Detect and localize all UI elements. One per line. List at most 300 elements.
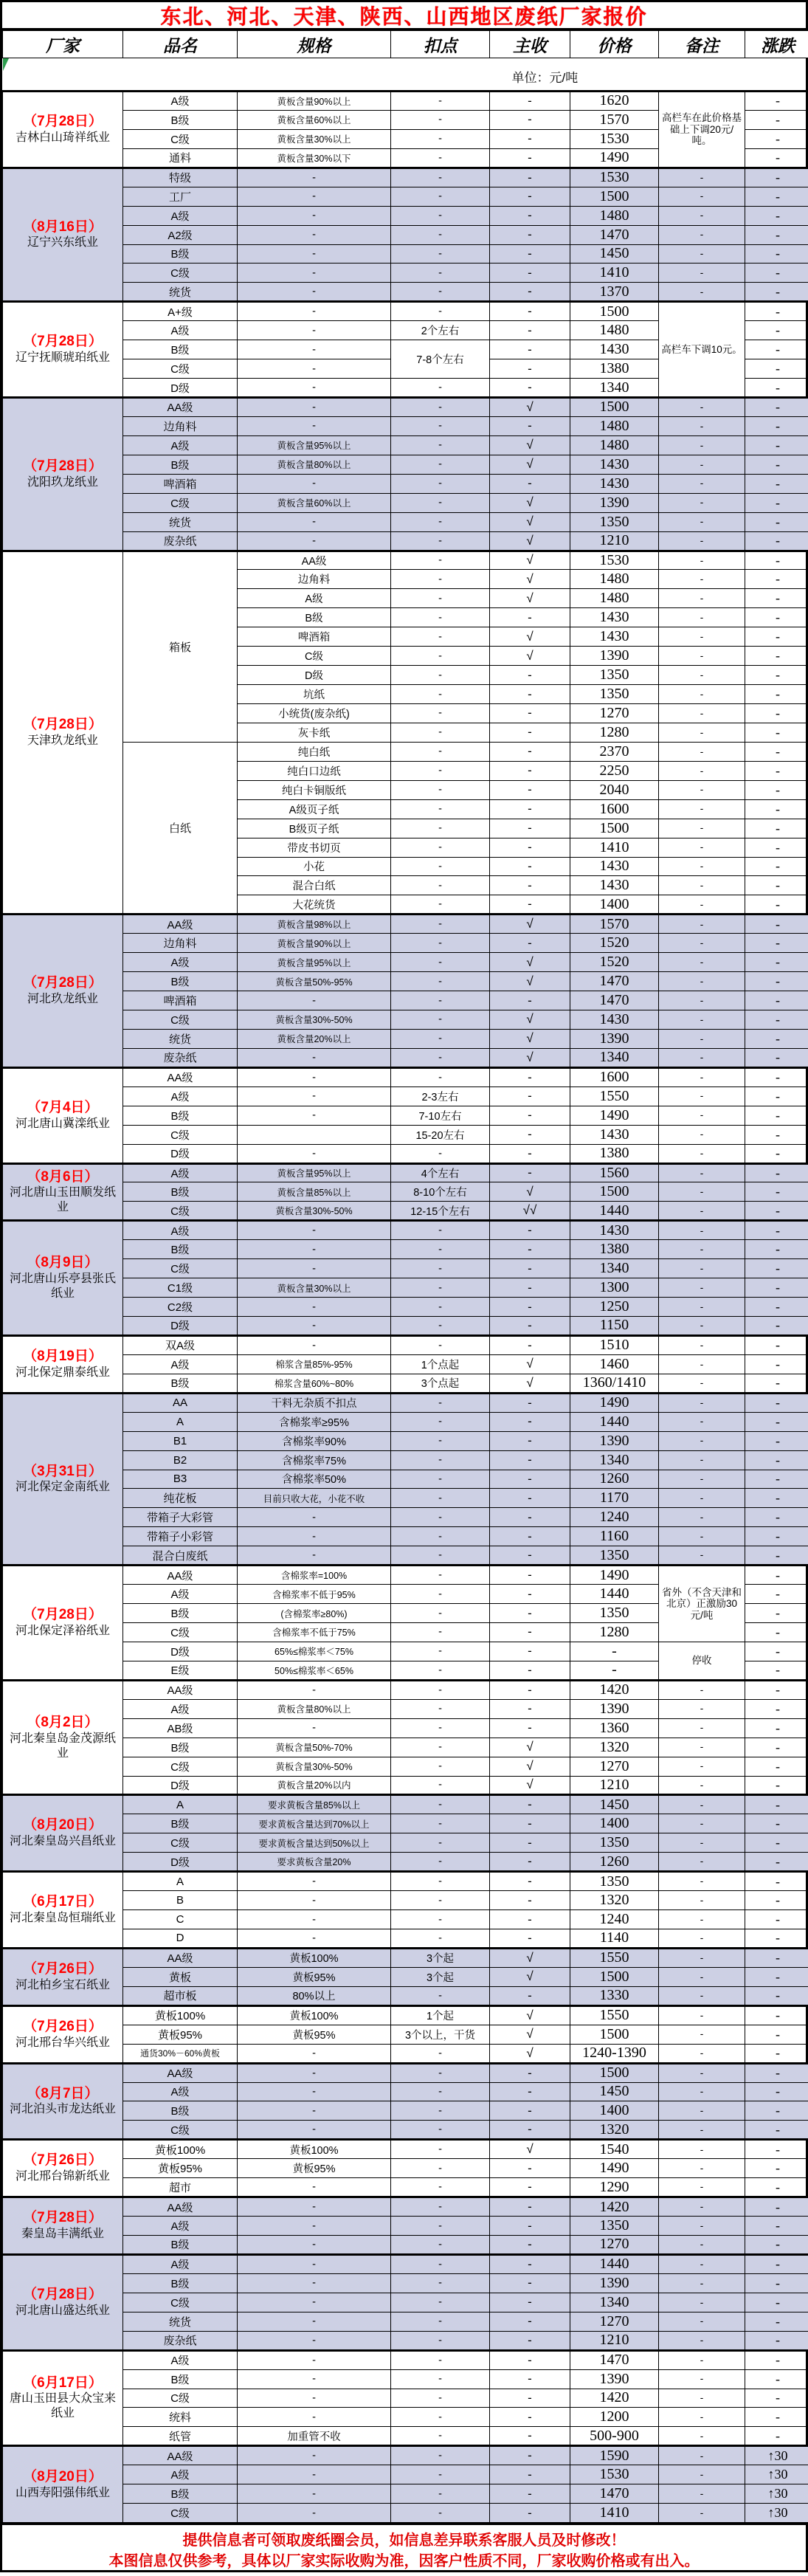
price-cell: 1440	[570, 1412, 659, 1431]
grade-cell: C	[123, 1910, 238, 1929]
factory-date: （7月28日）	[4, 334, 121, 351]
spec-cell: 黄板95%	[238, 2025, 391, 2044]
main-collect-cell: -	[490, 819, 570, 838]
price-cell: 1530	[570, 2465, 659, 2484]
main-collect-cell: -	[490, 1470, 570, 1489]
change-cell: -	[745, 1910, 808, 1929]
price-cell: 1500	[570, 187, 659, 206]
spec-cell: 65%≤棉浆率＜75%	[238, 1642, 391, 1661]
price-cell: 1390	[570, 1029, 659, 1048]
remark-cell: -	[659, 1393, 745, 1412]
price-cell: 1320	[570, 1891, 659, 1910]
remark-cell: -	[659, 206, 745, 225]
deduction-cell: -	[391, 2427, 490, 2446]
main-collect-cell: -	[490, 1086, 570, 1106]
spec-cell: 黄板95%	[238, 1967, 391, 1986]
deduction-cell: -	[391, 206, 490, 225]
deduction-cell: 7-10左右	[391, 1106, 490, 1125]
spec-cell: -	[238, 2254, 391, 2273]
price-cell: 1500	[570, 819, 659, 838]
price-cell: 1340	[570, 1450, 659, 1470]
grade-cell: D级	[123, 1317, 238, 1336]
change-cell: -	[745, 742, 808, 761]
change-cell: -	[745, 225, 808, 244]
spec-cell: 80%以上	[238, 1986, 391, 2005]
spec-cell: -	[238, 1929, 391, 1949]
main-collect-cell: -	[490, 2254, 570, 2273]
remark-cell: -	[659, 1010, 745, 1030]
change-cell: -	[745, 1623, 808, 1642]
change-cell: -	[745, 1163, 808, 1182]
main-collect-cell: √	[490, 1354, 570, 1374]
main-collect-cell: -	[490, 1412, 570, 1431]
remark-cell: -	[659, 1986, 745, 2005]
main-collect-cell: √	[490, 435, 570, 455]
change-cell: -	[745, 1795, 808, 1814]
deduction-cell: -	[391, 2369, 490, 2389]
price-cell: 1330	[570, 1986, 659, 2005]
factory-date: （8月20日）	[4, 2469, 121, 2486]
main-collect-cell: √	[490, 972, 570, 991]
main-collect-cell: -	[490, 666, 570, 685]
factory-date: （7月28日）	[4, 717, 121, 734]
change-cell: -	[745, 1317, 808, 1336]
remark-cell: -	[659, 1144, 745, 1163]
price-cell: 1430	[570, 876, 659, 895]
price-cell: 1380	[570, 1240, 659, 1259]
change-cell: -	[745, 2293, 808, 2312]
change-cell: -	[745, 704, 808, 723]
main-collect-cell: -	[490, 1317, 570, 1336]
price-cell: 1490	[570, 2159, 659, 2178]
main-collect-cell: √	[490, 1757, 570, 1776]
main-collect-cell: -	[490, 1661, 570, 1680]
spec-cell: -	[238, 359, 391, 379]
deduction-cell: -	[391, 1508, 490, 1527]
factory-cell	[3, 2063, 123, 2140]
deduction-cell: 3个点起	[391, 1374, 490, 1393]
grade-cell: C级	[123, 1010, 238, 1030]
change-cell: -	[745, 2121, 808, 2140]
price-cell: 1350	[570, 1604, 659, 1623]
remark-cell: -	[659, 857, 745, 876]
change-cell: -	[745, 2369, 808, 2389]
spec-cell: 黄板含量95%以上	[238, 1163, 391, 1182]
grade-cell: AA级	[123, 2063, 238, 2082]
grade-cell: A级	[123, 2082, 238, 2101]
price-cell: 1350	[570, 666, 659, 685]
main-collect-cell: √	[490, 570, 570, 589]
grade-cell: 废杂纸	[123, 1048, 238, 1067]
grade-cell: 黄板100%	[123, 2005, 238, 2025]
change-cell: ↑30	[745, 2484, 808, 2504]
change-cell: -	[745, 2389, 808, 2408]
price-cell: 1410	[570, 264, 659, 283]
remark-cell: -	[659, 1948, 745, 1967]
grade-cell: C2级	[123, 1298, 238, 1317]
factory-name: 河北保定鼎泰纸业	[4, 1366, 121, 1380]
remark-cell: 高栏车下调10元。	[659, 302, 745, 398]
main-collect-cell: -	[490, 895, 570, 915]
price-cell: 1280	[570, 723, 659, 742]
price-cell: 1500	[570, 1182, 659, 1202]
deduction-cell: -	[391, 1623, 490, 1642]
change-cell: -	[745, 1412, 808, 1431]
change-cell: -	[745, 1642, 808, 1661]
grade-cell: 废杂纸	[123, 531, 238, 551]
grade-cell: D级	[123, 1642, 238, 1661]
deduction-cell: -	[391, 435, 490, 455]
deduction-cell: 3个起	[391, 1967, 490, 1986]
price-cell: 1430	[570, 857, 659, 876]
factory-date: （7月26日）	[4, 2152, 121, 2169]
factory-name: 河北柏乡宝石纸业	[4, 1978, 121, 1993]
change-cell: -	[745, 264, 808, 283]
change-cell: -	[745, 551, 808, 570]
remark-cell: -	[659, 168, 745, 187]
deduction-cell: -	[391, 1604, 490, 1623]
deduction-cell: -	[391, 2044, 490, 2063]
deduction-cell: -	[391, 2273, 490, 2293]
grade-cell: 黄板95%	[123, 2159, 238, 2178]
remark-cell: -	[659, 2236, 745, 2255]
deduction-cell: -	[391, 2254, 490, 2273]
spec-cell: 黄板含量50%-95%	[238, 972, 391, 991]
price-cell: 1340	[570, 2293, 659, 2312]
deduction-cell: -	[391, 2389, 490, 2408]
deduction-cell: -	[391, 2446, 490, 2465]
deduction-cell: -	[391, 2197, 490, 2217]
remark-cell: -	[659, 991, 745, 1010]
deduction-cell: -	[391, 244, 490, 264]
grade-cell: B级	[123, 972, 238, 991]
change-cell: -	[745, 2159, 808, 2178]
deduction-cell: -	[391, 1661, 490, 1680]
price-cell: 1570	[570, 915, 659, 934]
change-cell: -	[745, 455, 808, 474]
remark-cell: -	[659, 1335, 745, 1354]
factory-name: 河北邢台华兴纸业	[4, 2036, 121, 2050]
col-header-deduction: 扣点	[391, 31, 490, 58]
unit-row	[3, 58, 808, 92]
price-cell: 2040	[570, 780, 659, 799]
change-cell: -	[745, 1489, 808, 1508]
factory-date: （7月4日）	[4, 1100, 121, 1117]
change-cell: -	[745, 838, 808, 857]
remark-cell: -	[659, 972, 745, 991]
change-cell: -	[745, 512, 808, 531]
price-cell: 500-900	[570, 2427, 659, 2446]
main-collect-cell: -	[490, 302, 570, 321]
price-cell: 1350	[570, 685, 659, 704]
change-cell: -	[745, 1508, 808, 1527]
grade-cell: 纸管	[123, 2427, 238, 2446]
spec-cell: -	[238, 1508, 391, 1527]
deduction-cell: -	[391, 876, 490, 895]
deduction-cell: -	[391, 1833, 490, 1853]
grade-cell: B2	[123, 1450, 238, 1470]
factory-date: （8月9日）	[4, 1255, 121, 1272]
grade-cell: B级	[123, 1240, 238, 1259]
grade-cell: 啤酒箱	[123, 474, 238, 493]
main-collect-cell: -	[490, 2369, 570, 2389]
factory-cell	[3, 1948, 123, 2005]
main-collect-cell: √	[490, 1182, 570, 1202]
price-cell: 1350	[570, 1872, 659, 1891]
grade-cell: 混合白废纸	[123, 1546, 238, 1566]
grade-cell: A级	[123, 1086, 238, 1106]
remark-cell: -	[659, 799, 745, 819]
factory-name: 河北秦皇岛恒瑞纸业	[4, 1911, 121, 1926]
grade-cell: 边角料	[123, 934, 238, 953]
deduction-cell: -	[391, 895, 490, 915]
deduction-cell: -	[391, 2159, 490, 2178]
spec-cell: 黄板含量30%以上	[238, 129, 391, 148]
footer-line-2: 本图信息仅供参考，具体以厂家实际收购为准，因客户性质不同，厂家收购价格或有出入。	[109, 2552, 700, 2571]
spec-cell: -	[238, 1086, 391, 1106]
spec-cell: -	[238, 1718, 391, 1738]
main-collect-cell: √	[490, 493, 570, 512]
factory-date: （7月26日）	[4, 1961, 121, 1978]
remark-cell: -	[659, 1221, 745, 1240]
deduction-cell: -	[391, 1221, 490, 1240]
price-cell: 1350	[570, 1546, 659, 1566]
grade-cell: C级	[123, 2293, 238, 2312]
spec-cell: 含棉浆率90%	[238, 1431, 391, 1450]
change-cell: -	[745, 321, 808, 340]
change-cell: -	[745, 2025, 808, 2044]
spec-cell: -	[238, 1106, 391, 1125]
spec-cell: -	[238, 2121, 391, 2140]
factory-cell	[3, 2197, 123, 2255]
spec-cell: -	[238, 2101, 391, 2121]
grade-cell: B级	[123, 340, 238, 359]
spec-cell: 含棉浆率≥95%	[238, 1412, 391, 1431]
deduction-cell: -	[391, 627, 490, 647]
main-collect-cell: -	[490, 1853, 570, 1872]
main-collect-cell: -	[490, 799, 570, 819]
price-cell: 1560	[570, 1163, 659, 1182]
spec-cell: -	[238, 1298, 391, 1317]
factory-date: （8月20日）	[4, 1817, 121, 1834]
remark-cell: 高栏车在此价格基础上下调20元/吨。	[659, 92, 745, 168]
change-cell: -	[745, 1814, 808, 1833]
remark-cell: -	[659, 1680, 745, 1699]
change-cell: -	[745, 1335, 808, 1354]
main-collect-cell: -	[490, 1298, 570, 1317]
remark-cell: -	[659, 953, 745, 972]
price-cell: 1460	[570, 1354, 659, 1374]
change-cell: -	[745, 1298, 808, 1317]
deduction-cell: -	[391, 2484, 490, 2504]
grade-cell: B级	[123, 244, 238, 264]
grade-cell: B级	[123, 1106, 238, 1125]
spec-cell: 含棉浆率不低于95%	[238, 1585, 391, 1604]
deduction-cell: 2-3左右	[391, 1086, 490, 1106]
spec-cell: 黄板含量30%-50%	[238, 1202, 391, 1221]
deduction-cell: -	[391, 129, 490, 148]
change-cell: -	[745, 1450, 808, 1470]
grade-cell: A级	[123, 2465, 238, 2484]
deduction-cell: -	[391, 2408, 490, 2427]
change-cell: -	[745, 148, 808, 168]
price-cell: 1480	[570, 321, 659, 340]
main-collect-cell: -	[490, 1699, 570, 1718]
remark-cell: -	[659, 1853, 745, 1872]
grade-cell: D级	[123, 1853, 238, 1872]
price-cell: 1490	[570, 1106, 659, 1125]
change-cell: -	[745, 1125, 808, 1144]
deduction-cell: -	[391, 531, 490, 551]
spec-cell: 黄板100%	[238, 2005, 391, 2025]
spec-cell: -	[238, 244, 391, 264]
remark-cell: -	[659, 2082, 745, 2101]
deduction-cell: -	[391, 991, 490, 1010]
grade-cell: A	[123, 1872, 238, 1891]
factory-date: （8月2日）	[4, 1715, 121, 1732]
change-cell: -	[745, 1833, 808, 1853]
remark-cell: -	[659, 742, 745, 761]
deduction-cell: -	[391, 953, 490, 972]
main-collect-cell: √	[490, 589, 570, 608]
factory-name: 辽宁抚顺琥珀纸业	[4, 351, 121, 365]
price-cell: 1350	[570, 1833, 659, 1853]
deduction-cell: -	[391, 666, 490, 685]
deduction-cell: -	[391, 512, 490, 531]
spec-cell: 含棉浆率75%	[238, 1450, 391, 1470]
price-cell: 1470	[570, 2484, 659, 2504]
grade-cell: AA级	[123, 2197, 238, 2217]
main-collect-cell: -	[490, 2484, 570, 2504]
remark-cell: 省外（不含天津和北京）正激励30元/吨	[659, 1566, 745, 1642]
remark-cell: -	[659, 2273, 745, 2293]
grade-cell: A级	[123, 953, 238, 972]
remark-cell: -	[659, 1508, 745, 1527]
main-collect-cell: √	[490, 1967, 570, 1986]
grade-cell: C级	[123, 264, 238, 283]
remark-cell: -	[659, 1374, 745, 1393]
main-collect-cell: √	[490, 531, 570, 551]
main-collect-cell: -	[490, 379, 570, 398]
change-cell: -	[745, 570, 808, 589]
deduction-cell: -	[391, 1585, 490, 1604]
grade-cell: A级	[123, 206, 238, 225]
remark-cell: -	[659, 225, 745, 244]
spec-cell: -	[238, 1048, 391, 1067]
remark-cell: -	[659, 1354, 745, 1374]
remark-cell: -	[659, 2178, 745, 2197]
price-cell: 1270	[570, 2236, 659, 2255]
remark-cell: -	[659, 1450, 745, 1470]
grade-cell: B3	[123, 1470, 238, 1489]
price-cell: 1520	[570, 934, 659, 953]
change-cell: -	[745, 474, 808, 493]
deduction-cell: -	[391, 2293, 490, 2312]
remark-cell: -	[659, 2446, 745, 2465]
main-collect-cell: -	[490, 1546, 570, 1566]
price-cell: 1470	[570, 2350, 659, 2369]
change-cell: -	[745, 129, 808, 148]
spec-cell: -	[238, 2197, 391, 2217]
deduction-cell: -	[391, 1259, 490, 1278]
spec-cell: -	[238, 398, 391, 417]
main-collect-cell: -	[490, 723, 570, 742]
main-collect-cell: -	[490, 1585, 570, 1604]
main-collect-cell: √	[490, 551, 570, 570]
price-cell: 1350	[570, 512, 659, 531]
change-cell: -	[745, 723, 808, 742]
deduction-cell: 4个左右	[391, 1163, 490, 1182]
factory-cell	[3, 2140, 123, 2197]
price-cell: 1450	[570, 244, 659, 264]
spec-cell: 黄板含量30%-50%	[238, 1757, 391, 1776]
grade-cell: C级	[123, 1125, 238, 1144]
remark-cell: -	[659, 1048, 745, 1067]
footer-notes	[2, 2523, 806, 2576]
deduction-cell: -	[391, 838, 490, 857]
price-cell: 1480	[570, 206, 659, 225]
deduction-cell: -	[391, 1431, 490, 1450]
grade-cell: C级	[123, 493, 238, 512]
change-cell: -	[745, 666, 808, 685]
spec-cell: -	[238, 1546, 391, 1566]
factory-cell	[3, 1067, 123, 1163]
price-cell: 1600	[570, 1067, 659, 1086]
change-cell: -	[745, 416, 808, 435]
remark-cell: -	[659, 704, 745, 723]
remark-cell: -	[659, 2025, 745, 2044]
price-cell: 1210	[570, 531, 659, 551]
main-collect-cell: -	[490, 1814, 570, 1833]
grade-cell: B级	[123, 2484, 238, 2504]
change-cell: -	[745, 2331, 808, 2350]
remark-cell: -	[659, 819, 745, 838]
main-collect-cell: -	[490, 1067, 570, 1086]
main-collect-cell: -	[490, 2312, 570, 2331]
price-cell: 1380	[570, 359, 659, 379]
price-cell: 1510	[570, 1335, 659, 1354]
remark-cell: -	[659, 1278, 745, 1298]
price-cell: 1550	[570, 1948, 659, 1967]
price-cell: 1290	[570, 2178, 659, 2197]
remark-cell: -	[659, 2389, 745, 2408]
remark-cell: -	[659, 1470, 745, 1489]
deduction-cell: -	[391, 1642, 490, 1661]
spec-cell: 黄板含量90%以上	[238, 92, 391, 111]
factory-cell	[3, 398, 123, 551]
deduction-cell: -	[391, 1718, 490, 1738]
change-cell: -	[745, 895, 808, 915]
change-cell: -	[745, 1029, 808, 1048]
change-cell: -	[745, 110, 808, 129]
factory-name: 河北唐山盛达纸业	[4, 2304, 121, 2318]
change-cell: -	[745, 1048, 808, 1067]
factory-cell	[3, 1872, 123, 1949]
deduction-cell: -	[391, 1776, 490, 1795]
change-cell: -	[745, 359, 808, 379]
price-cell: 1490	[570, 1566, 659, 1585]
price-cell: 1490	[570, 1393, 659, 1412]
grade-cell: 通货30%－60%黄板	[123, 2044, 238, 2063]
price-cell: -	[570, 1642, 659, 1661]
main-collect-cell: √	[490, 398, 570, 417]
spec-cell: -	[238, 2236, 391, 2255]
deduction-cell: 1个点起	[391, 1354, 490, 1374]
spec-cell: -	[238, 2217, 391, 2236]
deduction-cell: 3个以上，干货	[391, 2025, 490, 2044]
change-cell: -	[745, 1010, 808, 1030]
remark-cell: -	[659, 666, 745, 685]
